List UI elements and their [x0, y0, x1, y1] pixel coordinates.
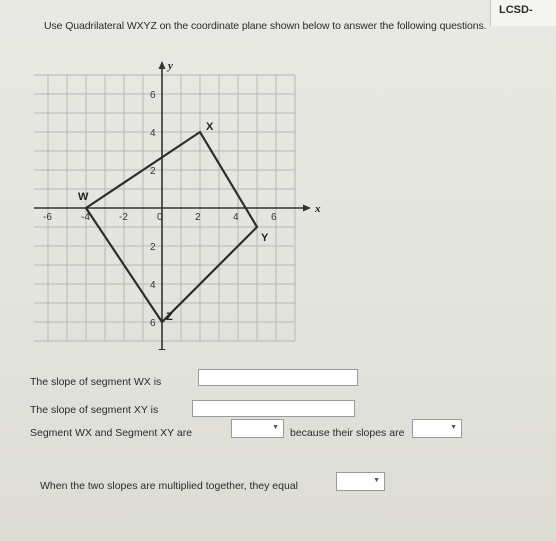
x-tick-label: -2	[119, 212, 128, 223]
x-tick-label: -6	[43, 212, 52, 223]
relationship-dropdown[interactable]	[231, 419, 284, 438]
question-product-label: When the two slopes are multiplied together, they equal	[40, 480, 298, 492]
y-axis-arrow-down-icon	[159, 349, 166, 350]
y-tick-label: 6	[150, 318, 156, 329]
y-axis-label: y	[168, 60, 173, 72]
x-tick-label: 2	[195, 212, 201, 223]
x-tick-label: 0	[157, 212, 163, 223]
wx-slope-answer-input[interactable]	[198, 369, 358, 386]
x-tick-label: -4	[81, 212, 90, 223]
y-tick-label: 2	[150, 242, 156, 253]
axes	[34, 61, 311, 350]
question-wx-slope-label: The slope of segment WX is	[30, 376, 162, 388]
x-tick-label: 6	[271, 212, 277, 223]
caret-down-icon: ▼	[450, 424, 457, 431]
x-axis-arrow-right-icon	[303, 205, 311, 212]
y-tick-label: 4	[150, 128, 156, 139]
vertex-label-y: Y	[261, 232, 269, 244]
y-axis-arrow-up-icon	[159, 61, 166, 69]
caret-down-icon: ▼	[272, 424, 279, 431]
question-relationship-label: Segment WX and Segment XY are	[30, 427, 193, 439]
question-because-label: because their slopes are	[290, 427, 405, 439]
xy-slope-answer-input[interactable]	[192, 400, 355, 417]
header-tag: LCSD-	[490, 0, 556, 26]
instructions-text: Use Quadrilateral WXYZ on the coordinate plane shown below to answer the following questions.	[44, 20, 487, 32]
y-tick-label: 2	[150, 166, 156, 177]
vertex-label-z: Z	[166, 311, 173, 323]
slopes-relationship-dropdown[interactable]	[412, 419, 462, 438]
x-tick-label: 4	[233, 212, 239, 223]
vertex-label-x: X	[206, 121, 214, 133]
y-tick-label: 6	[150, 90, 156, 101]
caret-down-icon: ▼	[373, 477, 380, 484]
product-dropdown[interactable]	[336, 472, 385, 491]
question-xy-slope-label: The slope of segment XY is	[30, 404, 159, 416]
vertex-label-w: W	[78, 191, 89, 203]
coordinate-plane	[34, 58, 354, 350]
x-axis-label: x	[315, 203, 321, 215]
y-tick-label: 4	[150, 280, 156, 291]
